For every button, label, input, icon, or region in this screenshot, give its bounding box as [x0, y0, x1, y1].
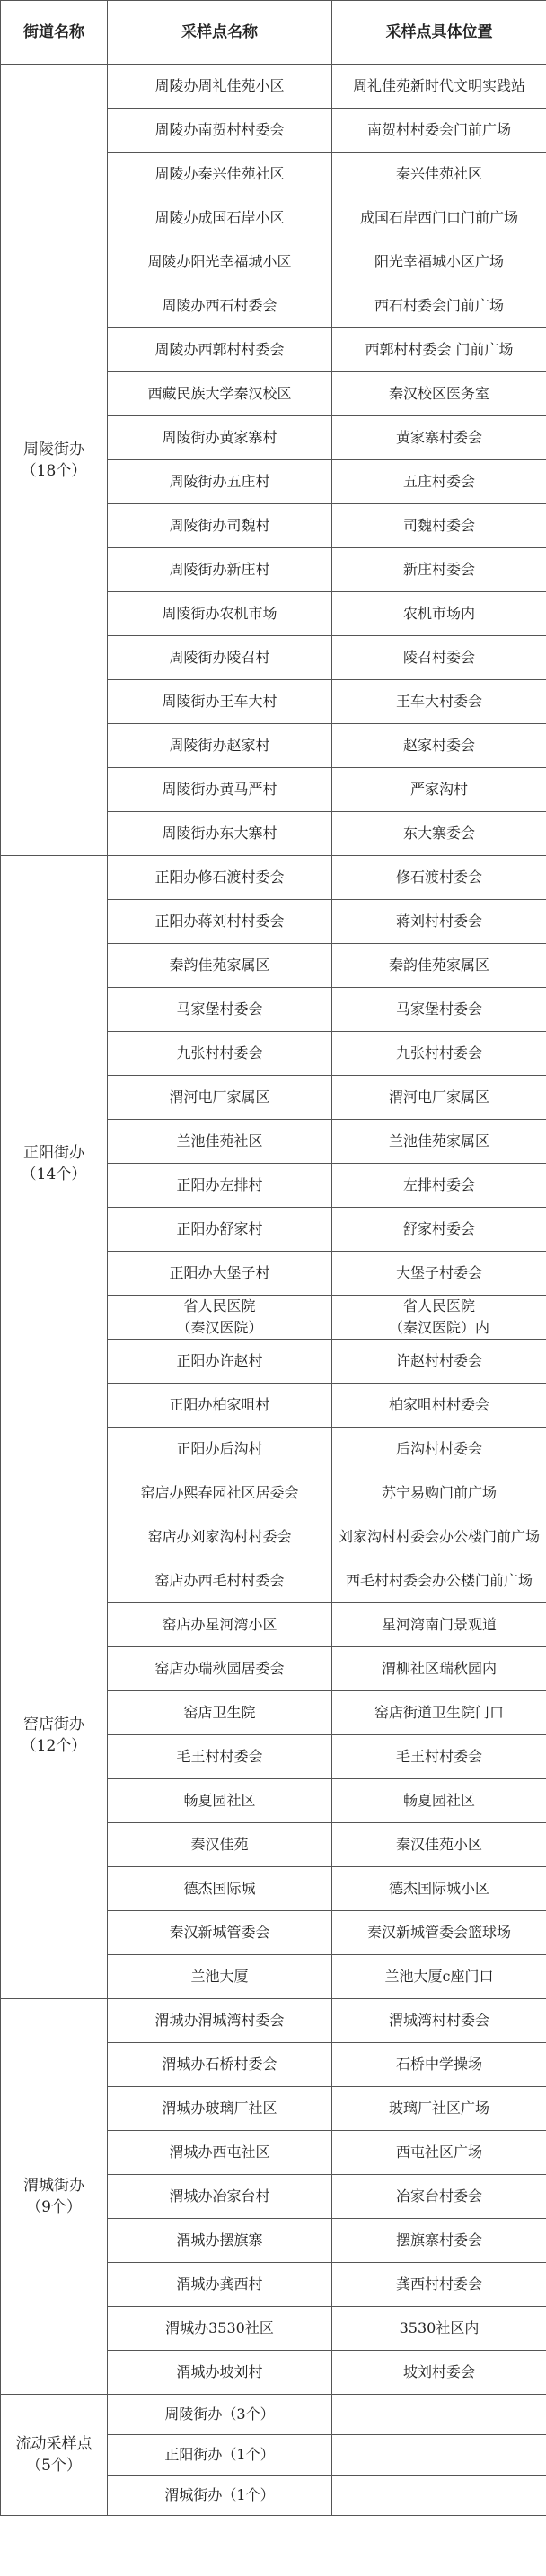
- point-name-cell: 马家堡村委会: [108, 988, 332, 1032]
- point-location-cell: 成国石岸西门口门前广场: [332, 196, 546, 240]
- street-count: （14个）: [21, 1165, 87, 1183]
- point-location-cell: 德杰国际城小区: [332, 1867, 546, 1911]
- street-cell: [1, 2395, 108, 2516]
- table-header-row: [1, 1, 546, 65]
- street-count: （12个）: [21, 1736, 87, 1755]
- point-location-cell: 西毛村村委会办公楼门前广场: [332, 1559, 546, 1603]
- point-location-cell: 赵家村委会: [332, 724, 546, 768]
- point-location-cell: 司魏村委会: [332, 504, 546, 548]
- header-point-name: 采样点名称: [108, 1, 332, 65]
- street-count: （18个）: [21, 461, 87, 480]
- point-name-cell: 周陵办周礼佳苑小区: [108, 65, 332, 109]
- point-name-cell: 正阳街办（1个）: [108, 2435, 332, 2476]
- point-location-cell: 省人民医院 （秦汉医院）内: [332, 1296, 546, 1340]
- point-name-cell: 周陵办秦兴佳苑社区: [108, 153, 332, 196]
- street-name: 正阳街办: [23, 1143, 84, 1162]
- street-cell: [1, 856, 108, 1471]
- table-row: [1, 1471, 546, 1515]
- point-location-cell: [332, 2435, 546, 2476]
- header-point-location: 采样点具体位置: [332, 1, 546, 65]
- point-name-cell: 九张村村委会: [108, 1032, 332, 1076]
- point-location-cell: 许赵村村委会: [332, 1340, 546, 1384]
- point-location-cell: 秦韵佳苑家属区: [332, 944, 546, 988]
- point-name-cell: 渭城街办（1个）: [108, 2476, 332, 2516]
- point-location-cell: 陵召村委会: [332, 636, 546, 680]
- street-count: （5个）: [26, 2457, 82, 2475]
- point-name-cell: 渭城办渭城湾村委会: [108, 1999, 332, 2043]
- point-location-cell: 蒋刘村村委会: [332, 900, 546, 944]
- point-location-cell: 王车大村委会: [332, 680, 546, 724]
- point-name-cell: 兰池佳苑社区: [108, 1120, 332, 1164]
- point-location-cell: 渭柳社区瑞秋园内: [332, 1647, 546, 1691]
- point-name-cell: 德杰国际城: [108, 1867, 332, 1911]
- point-location-cell: 修石渡村委会: [332, 856, 546, 900]
- header-street: 街道名称: [1, 1, 108, 65]
- point-location-cell: 兰池大厦c座门口: [332, 1955, 546, 1999]
- point-name-cell: 正阳办后沟村: [108, 1428, 332, 1471]
- point-name-cell: 正阳办柏家咀村: [108, 1384, 332, 1428]
- point-name-cell: 秦韵佳苑家属区: [108, 944, 332, 988]
- point-location-cell: 南贺村村委会门前广场: [332, 109, 546, 153]
- point-location-cell: 新庄村委会: [332, 548, 546, 592]
- point-name-cell: 渭城办摆旗寨: [108, 2219, 332, 2263]
- point-name-cell: 秦汉新城管委会: [108, 1911, 332, 1955]
- point-location-cell: 五庄村委会: [332, 460, 546, 504]
- point-name-cell: 周陵街办东大寨村: [108, 812, 332, 856]
- point-name-cell: 秦汉佳苑: [108, 1823, 332, 1867]
- point-name-cell: 正阳办许赵村: [108, 1340, 332, 1384]
- point-name-cell: 周陵办西郭村村委会: [108, 328, 332, 372]
- point-location-cell: 秦汉校区医务室: [332, 372, 546, 416]
- point-name-cell: 正阳办舒家村: [108, 1208, 332, 1252]
- street-cell: [1, 65, 108, 856]
- street-cell: [1, 1471, 108, 1999]
- point-name-cell: 周陵街办黄马严村: [108, 768, 332, 812]
- point-name-cell: 正阳办左排村: [108, 1164, 332, 1208]
- street-count: （9个）: [26, 2198, 82, 2216]
- point-name-cell: 正阳办修石渡村委会: [108, 856, 332, 900]
- point-location-cell: 舒家村委会: [332, 1208, 546, 1252]
- point-location-cell: 马家堡村委会: [332, 988, 546, 1032]
- street-name: 窑店街办: [23, 1715, 84, 1733]
- point-name-cell: 省人民医院 （秦汉医院）: [108, 1296, 332, 1340]
- point-name-cell: 畅夏园社区: [108, 1779, 332, 1823]
- point-location-cell: 刘家沟村村委会办公楼门前广场: [332, 1515, 546, 1559]
- point-location-cell: [332, 2476, 546, 2516]
- point-name-cell: 周陵街办陵召村: [108, 636, 332, 680]
- table-row: [1, 65, 546, 109]
- point-location-cell: 左排村委会: [332, 1164, 546, 1208]
- point-location-cell: 毛王村村委会: [332, 1735, 546, 1779]
- table-row: [1, 1999, 546, 2043]
- point-location-cell: 东大寨委会: [332, 812, 546, 856]
- table-row: [1, 2395, 546, 2435]
- point-name-cell: 周陵办南贺村村委会: [108, 109, 332, 153]
- point-name-cell: 窑店办瑞秋园居委会: [108, 1647, 332, 1691]
- point-location-cell: 摆旗寨村委会: [332, 2219, 546, 2263]
- point-location-cell: 九张村村委会: [332, 1032, 546, 1076]
- point-name-cell: 毛王村村委会: [108, 1735, 332, 1779]
- point-location-cell: 阳光幸福城小区广场: [332, 240, 546, 284]
- point-location-cell: 秦兴佳苑社区: [332, 153, 546, 196]
- point-location-cell: 周礼佳苑新时代文明实践站: [332, 65, 546, 109]
- street-cell: [1, 1999, 108, 2395]
- point-location-cell: 严家沟村: [332, 768, 546, 812]
- point-name-cell: 周陵街办（3个）: [108, 2395, 332, 2435]
- point-name-cell: 渭城办石桥村委会: [108, 2043, 332, 2087]
- point-location-cell: 畅夏园社区: [332, 1779, 546, 1823]
- point-location-cell: 玻璃厂社区广场: [332, 2087, 546, 2131]
- point-location-cell: 渭河电厂家属区: [332, 1076, 546, 1120]
- point-name-cell: 周陵街办黄家寨村: [108, 416, 332, 460]
- point-name-cell: 窑店卫生院: [108, 1691, 332, 1735]
- point-location-cell: 西郭村村委会 门前广场: [332, 328, 546, 372]
- point-location-cell: 秦汉新城管委会篮球场: [332, 1911, 546, 1955]
- point-name-cell: 渭城办西屯社区: [108, 2131, 332, 2175]
- point-name-cell: 周陵街办赵家村: [108, 724, 332, 768]
- point-location-cell: 窑店街道卫生院门口: [332, 1691, 546, 1735]
- point-location-cell: 黄家寨村委会: [332, 416, 546, 460]
- point-name-cell: 周陵街办新庄村: [108, 548, 332, 592]
- point-name-cell: 渭城办龚西村: [108, 2263, 332, 2307]
- table-row: [1, 856, 546, 900]
- point-location-cell: 农机市场内: [332, 592, 546, 636]
- point-location-cell: 3530社区内: [332, 2307, 546, 2351]
- point-name-cell: 窑店办西毛村村委会: [108, 1559, 332, 1603]
- street-name: 流动采样点: [15, 2435, 92, 2453]
- point-name-cell: 兰池大厦: [108, 1955, 332, 1999]
- point-name-cell: 正阳办蒋刘村村委会: [108, 900, 332, 944]
- point-name-cell: 周陵街办农机市场: [108, 592, 332, 636]
- point-location-cell: 石桥中学操场: [332, 2043, 546, 2087]
- point-name-cell: 窑店办星河湾小区: [108, 1603, 332, 1647]
- point-name-cell: 周陵办阳光幸福城小区: [108, 240, 332, 284]
- point-name-cell: 正阳办大堡子村: [108, 1252, 332, 1296]
- point-location-cell: 西石村委会门前广场: [332, 284, 546, 328]
- point-name-cell: 周陵办西石村委会: [108, 284, 332, 328]
- point-name-cell: 窑店办刘家沟村村委会: [108, 1515, 332, 1559]
- point-location-cell: 西屯社区广场: [332, 2131, 546, 2175]
- point-name-cell: 渭城办3530社区: [108, 2307, 332, 2351]
- street-name: 渭城街办: [23, 2177, 84, 2195]
- point-name-cell: 渭城办坡刘村: [108, 2351, 332, 2395]
- point-name-cell: 渭城办冶家台村: [108, 2175, 332, 2219]
- point-location-cell: [332, 2395, 546, 2435]
- point-name-cell: 窑店办熙春园社区居委会: [108, 1471, 332, 1515]
- point-location-cell: 秦汉佳苑小区: [332, 1823, 546, 1867]
- point-location-cell: 兰池佳苑家属区: [332, 1120, 546, 1164]
- point-location-cell: 冶家台村委会: [332, 2175, 546, 2219]
- point-location-cell: 坡刘村委会: [332, 2351, 546, 2395]
- point-name-cell: 周陵街办五庄村: [108, 460, 332, 504]
- point-name-cell: 渭城办玻璃厂社区: [108, 2087, 332, 2131]
- point-location-cell: 后沟村村委会: [332, 1428, 546, 1471]
- point-name-cell: 周陵街办司魏村: [108, 504, 332, 548]
- table-body: [1, 65, 546, 2516]
- point-location-cell: 柏家咀村村委会: [332, 1384, 546, 1428]
- point-name-cell: 西藏民族大学秦汉校区: [108, 372, 332, 416]
- point-name-cell: 周陵街办王车大村: [108, 680, 332, 724]
- point-name-cell: 周陵办成国石岸小区: [108, 196, 332, 240]
- street-name: 周陵街办: [23, 440, 84, 458]
- point-location-cell: 渭城湾村村委会: [332, 1999, 546, 2043]
- point-location-cell: 苏宁易购门前广场: [332, 1471, 546, 1515]
- point-location-cell: 星河湾南门景观道: [332, 1603, 546, 1647]
- point-location-cell: 龚西村村委会: [332, 2263, 546, 2307]
- point-name-cell: 渭河电厂家属区: [108, 1076, 332, 1120]
- point-location-cell: 大堡子村委会: [332, 1252, 546, 1296]
